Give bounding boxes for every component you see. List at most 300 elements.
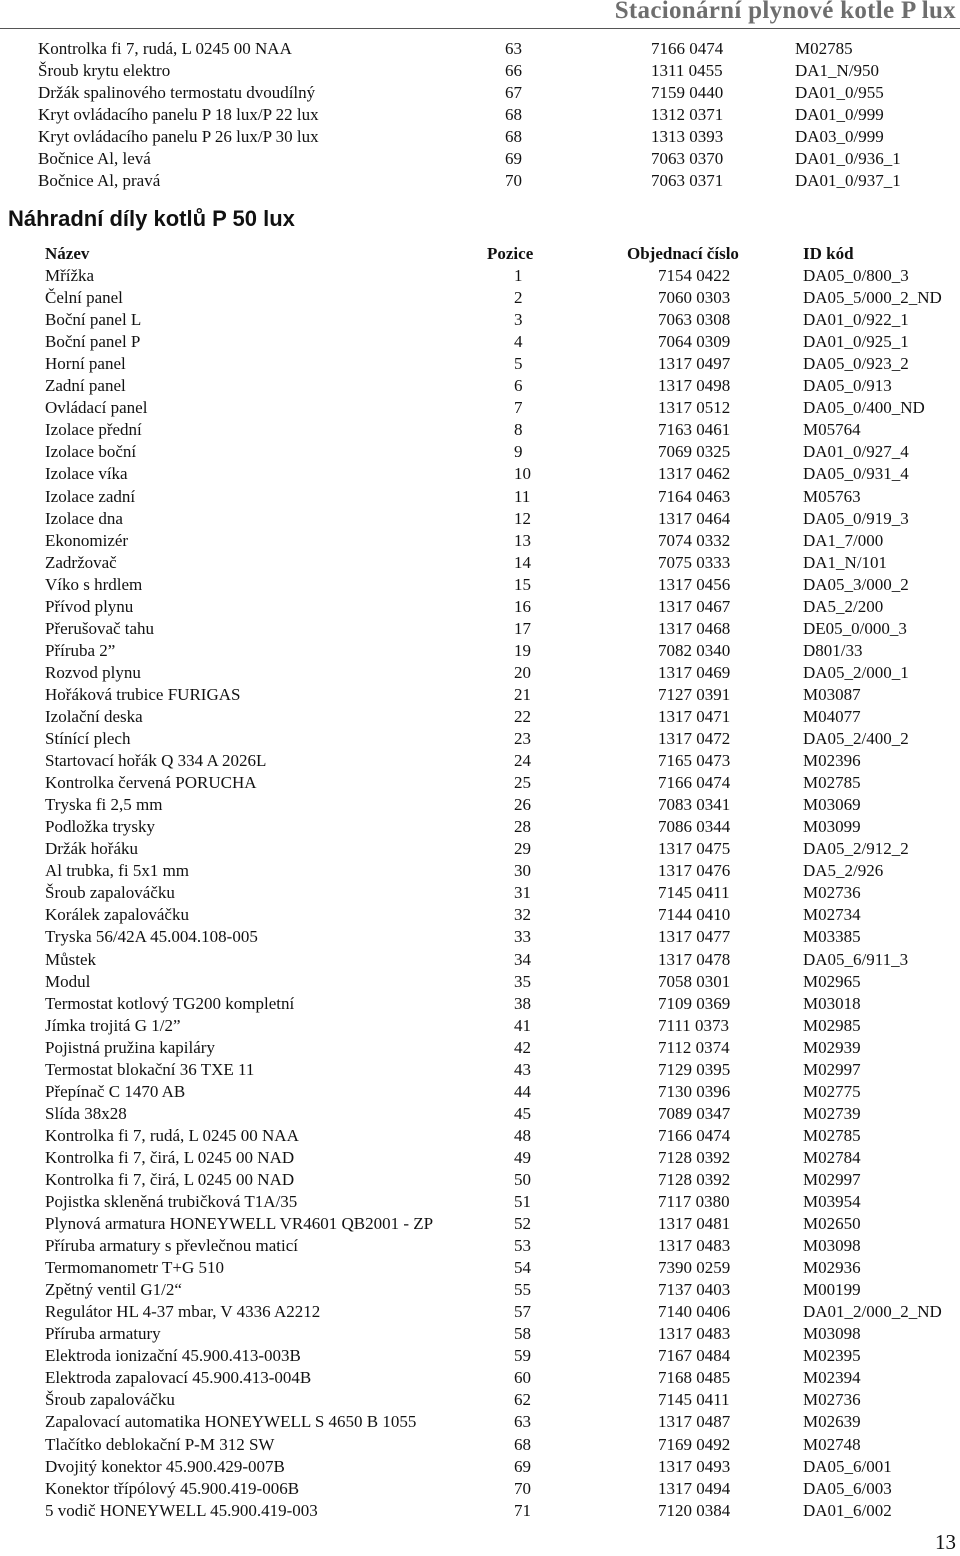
order-number: 1317 0472: [658, 729, 731, 749]
part-position: 30: [514, 861, 531, 881]
table-row: [0, 1125, 960, 1147]
order-number: 1317 0512: [658, 398, 731, 418]
order-number: 1317 0497: [658, 354, 731, 374]
table-row: [0, 331, 960, 353]
id-code: M03385: [803, 927, 861, 947]
table-row: [0, 287, 960, 309]
id-code: M03954: [803, 1192, 861, 1212]
table-row: [0, 265, 960, 287]
id-code: DA05_5/000_2_ND: [803, 288, 942, 308]
table-row: [0, 1081, 960, 1103]
order-number: 1312 0371: [651, 105, 724, 125]
table-row: [0, 1279, 960, 1301]
part-name: Víko s hrdlem: [45, 574, 143, 594]
part-name: Izolace víka: [45, 464, 128, 484]
id-code: M02785: [803, 773, 861, 793]
column-header-order-number: Objednací číslo: [627, 244, 739, 263]
part-position: 29: [514, 839, 531, 859]
part-name: Zpětný ventil G1/2“: [45, 1280, 182, 1300]
part-name: Izolace dna: [45, 508, 123, 528]
part-name: Izolace přední: [45, 420, 142, 440]
id-code: DE05_0/000_3: [803, 618, 907, 638]
id-code: M02396: [803, 751, 861, 771]
table-row: [0, 1213, 960, 1235]
part-name: Držák spalinového termostatu dvoudílný: [38, 83, 316, 103]
order-number: 1317 0487: [658, 1412, 731, 1432]
order-number: 7159 0440: [651, 83, 724, 103]
order-number: 7145 0411: [658, 883, 730, 903]
table-row: [0, 662, 960, 684]
id-code: M02736: [803, 883, 861, 903]
table-row: [0, 618, 960, 640]
table-row: [0, 794, 960, 816]
part-name: Izolační deska: [45, 706, 143, 726]
part-name: Zapalovací automatika HONEYWELL S 4650 B 1055: [45, 1412, 417, 1432]
table-row: [0, 838, 960, 860]
part-position: 68: [505, 127, 522, 147]
part-position: 13: [514, 530, 531, 550]
order-number: 7069 0325: [658, 442, 731, 462]
order-number: 7163 0461: [658, 420, 731, 440]
table-row: [0, 993, 960, 1015]
order-number: 1317 0456: [658, 574, 731, 594]
table-row: [0, 60, 960, 82]
table-row: [0, 552, 960, 574]
id-code: DA03_0/999: [795, 127, 884, 147]
part-name: Regulátor HL 4-37 mbar, V 4336 A2212: [45, 1302, 321, 1322]
table-row: [0, 508, 960, 530]
id-code: M05763: [803, 486, 861, 506]
part-position: 4: [514, 332, 523, 352]
order-number: 7082 0340: [658, 640, 731, 660]
part-position: 69: [514, 1456, 531, 1476]
table-row: [0, 596, 960, 618]
part-name: Kontrolka červená PORUCHA: [45, 773, 257, 793]
order-number: 7086 0344: [658, 817, 731, 837]
table-row: [0, 1015, 960, 1037]
table-row: [0, 1103, 960, 1125]
part-position: 16: [514, 596, 531, 616]
part-name: Kontrolka fi 7, čirá, L 0245 00 NAD: [45, 1147, 295, 1167]
part-position: 38: [514, 993, 531, 1013]
part-position: 24: [514, 751, 531, 771]
id-code: DA05_3/000_2: [803, 574, 909, 594]
order-number: 1317 0471: [658, 706, 731, 726]
order-number: 1311 0455: [651, 61, 723, 81]
part-position: 52: [514, 1214, 531, 1234]
part-position: 71: [514, 1500, 531, 1520]
id-code: DA05_0/913: [803, 376, 892, 396]
part-position: 35: [514, 971, 531, 991]
order-number: 7144 0410: [658, 905, 731, 925]
id-code: M03069: [803, 795, 861, 815]
id-code: M02639: [803, 1412, 861, 1432]
order-number: 7166 0474: [651, 39, 724, 58]
id-code: DA05_0/923_2: [803, 354, 909, 374]
part-name: Přerušovač tahu: [45, 618, 155, 638]
order-number: 7111 0373: [658, 1015, 729, 1035]
table-row: [0, 530, 960, 552]
part-position: 6: [514, 376, 523, 396]
table-row: [0, 126, 960, 148]
part-position: 8: [514, 420, 523, 440]
part-position: 43: [514, 1059, 531, 1079]
part-position: 44: [514, 1081, 531, 1101]
part-name: Izolace zadní: [45, 486, 136, 506]
order-number: 7063 0308: [658, 310, 731, 330]
id-code: DA5_2/926: [803, 861, 884, 881]
table-row: [0, 1059, 960, 1081]
table-row: [0, 706, 960, 728]
order-number: 7167 0484: [658, 1346, 731, 1366]
part-position: 33: [514, 927, 531, 947]
part-name: Příruba armatury s převlečnou maticí: [45, 1236, 299, 1256]
id-code: D801/33: [803, 640, 863, 660]
id-code: M05764: [803, 420, 861, 440]
part-position: 1: [514, 266, 523, 286]
part-position: 54: [514, 1258, 531, 1278]
id-code: DA01_0/999: [795, 105, 884, 125]
id-code: DA05_0/800_3: [803, 266, 909, 286]
part-name: Kryt ovládacího panelu P 18 lux/P 22 lux: [38, 105, 319, 125]
part-position: 20: [514, 662, 531, 682]
order-number: 7129 0395: [658, 1059, 731, 1079]
id-code: M02785: [803, 1125, 861, 1145]
part-name: Kontrolka fi 7, rudá, L 0245 00 NAA: [38, 39, 292, 58]
part-position: 58: [514, 1324, 531, 1344]
table-row: [0, 486, 960, 508]
order-number: 7154 0422: [658, 266, 731, 286]
order-number: 7140 0406: [658, 1302, 731, 1322]
part-name: Boční panel L: [45, 310, 142, 330]
order-number: 7164 0463: [658, 486, 731, 506]
column-header-position: Pozice: [487, 244, 534, 263]
part-name: Zadní panel: [45, 376, 126, 396]
order-number: 7063 0371: [651, 171, 724, 191]
order-number: 7168 0485: [658, 1368, 731, 1388]
table-row: [0, 1191, 960, 1213]
part-position: 22: [514, 706, 531, 726]
table-row: [0, 1345, 960, 1367]
part-name: Podložka trysky: [45, 817, 156, 837]
part-name: Tryska fi 2,5 mm: [45, 795, 163, 815]
part-name: Termostat kotlový TG200 kompletní: [45, 993, 295, 1013]
id-code: DA05_2/912_2: [803, 839, 909, 859]
part-position: 3: [514, 310, 523, 330]
table-row: [0, 441, 960, 463]
part-position: 17: [514, 618, 531, 638]
part-name: Izolace boční: [45, 442, 137, 462]
part-name: Jímka trojitá G 1/2”: [45, 1015, 181, 1035]
part-name: Korálek zapalováčku: [45, 905, 189, 925]
id-code: M02394: [803, 1368, 861, 1388]
part-position: 62: [514, 1390, 531, 1410]
id-code: DA05_0/400_ND: [803, 398, 925, 418]
id-code: M00199: [803, 1280, 861, 1300]
order-number: 1317 0468: [658, 618, 731, 638]
order-number: 7166 0474: [658, 773, 731, 793]
id-code: M02936: [803, 1258, 861, 1278]
id-code: DA05_0/919_3: [803, 508, 909, 528]
id-code: DA01_6/002: [803, 1500, 892, 1520]
part-position: 48: [514, 1125, 531, 1145]
part-name: Rozvod plynu: [45, 662, 141, 682]
id-code: DA05_2/400_2: [803, 729, 909, 749]
id-code: M03098: [803, 1324, 861, 1344]
id-code: M02965: [803, 971, 861, 991]
table-row: [0, 949, 960, 971]
table-row: [0, 375, 960, 397]
id-code: DA5_2/200: [803, 596, 884, 616]
part-position: 9: [514, 442, 523, 462]
table-row: [0, 148, 960, 170]
part-position: 10: [514, 464, 531, 484]
order-number: 1317 0462: [658, 464, 731, 484]
order-number: 1317 0498: [658, 376, 731, 396]
part-position: 55: [514, 1280, 531, 1300]
page-header-title: Stacionární plynové kotle P lux: [614, 0, 956, 24]
table-row: [0, 309, 960, 331]
part-position: 68: [505, 105, 522, 125]
id-code: M02650: [803, 1214, 861, 1234]
part-position: 57: [514, 1302, 531, 1322]
part-name: Kontrolka fi 7, rudá, L 0245 00 NAA: [45, 1125, 299, 1145]
id-code: DA05_6/911_3: [803, 949, 909, 969]
part-name: Konektor třípólový 45.900.419-006B: [45, 1478, 300, 1498]
order-number: 7074 0332: [658, 530, 731, 550]
table-row: [0, 1257, 960, 1279]
id-code: M02775: [803, 1081, 861, 1101]
id-code: M03018: [803, 993, 861, 1013]
part-name: Šroub zapalováčku: [45, 1390, 175, 1410]
part-position: 66: [505, 61, 522, 81]
part-position: 51: [514, 1192, 531, 1212]
part-position: 14: [514, 552, 531, 572]
order-number: 1317 0475: [658, 839, 731, 859]
table-row: [0, 1434, 960, 1456]
id-code: M02395: [803, 1346, 861, 1366]
id-code: M02736: [803, 1390, 861, 1410]
part-name: Horní panel: [45, 354, 126, 374]
table-row: [0, 1147, 960, 1169]
part-position: 69: [505, 149, 522, 169]
table-row: [0, 38, 960, 60]
table-row: [0, 772, 960, 794]
part-name: Kontrolka fi 7, čirá, L 0245 00 NAD: [45, 1169, 295, 1189]
part-position: 23: [514, 729, 531, 749]
order-number: 1313 0393: [651, 127, 724, 147]
table-row: [0, 82, 960, 104]
part-name: Modul: [45, 971, 91, 991]
part-name: Termostat blokační 36 TXE 11: [45, 1059, 255, 1079]
table-row: [0, 1037, 960, 1059]
order-number: 7075 0333: [658, 552, 731, 572]
id-code: M04077: [803, 706, 861, 726]
part-position: 11: [514, 486, 531, 506]
order-number: 7390 0259: [658, 1258, 731, 1278]
part-position: 70: [505, 171, 522, 191]
table-row: [0, 1411, 960, 1433]
part-position: 19: [514, 640, 531, 660]
table-row: [0, 816, 960, 838]
id-code: M02939: [803, 1037, 861, 1057]
part-name: Termomanometr T+G 510: [45, 1258, 224, 1278]
part-name: Ovládací panel: [45, 398, 148, 418]
id-code: M03098: [803, 1236, 861, 1256]
part-name: Boční panel P: [45, 332, 141, 352]
id-code: M02748: [803, 1434, 861, 1454]
order-number: 7063 0370: [651, 149, 724, 169]
table-row: [0, 574, 960, 596]
part-name: Šroub krytu elektro: [38, 61, 171, 81]
id-code: M02997: [803, 1059, 861, 1079]
id-code: M02985: [803, 1015, 861, 1035]
id-code: DA01_0/927_4: [803, 442, 909, 462]
id-code: DA01_0/922_1: [803, 310, 909, 330]
table-row: [0, 728, 960, 750]
part-position: 59: [514, 1346, 531, 1366]
table-row: [0, 1500, 960, 1522]
order-number: 1317 0483: [658, 1236, 731, 1256]
part-position: 70: [514, 1478, 531, 1498]
table-row: [0, 170, 960, 192]
order-number: 7128 0392: [658, 1147, 731, 1167]
order-number: 7130 0396: [658, 1081, 731, 1101]
part-name: Elektroda ionizační 45.900.413-003B: [45, 1346, 301, 1366]
table-row: [0, 926, 960, 948]
id-code: DA1_N/101: [803, 552, 888, 572]
table-row: [0, 1456, 960, 1478]
part-name: 5 vodič HONEYWELL 45.900.419-003: [45, 1500, 318, 1520]
part-name: Kryt ovládacího panelu P 26 lux/P 30 lux: [38, 127, 319, 147]
table-row: [0, 882, 960, 904]
table-row: [0, 1367, 960, 1389]
part-name: Slída 38x28: [45, 1103, 127, 1123]
part-name: Elektroda zapalovací 45.900.413-004B: [45, 1368, 312, 1388]
table-header-row: [0, 243, 960, 265]
part-position: 5: [514, 354, 523, 374]
part-position: 68: [514, 1434, 531, 1454]
part-name: Bočnice Al, levá: [38, 149, 151, 169]
order-number: 7117 0380: [658, 1192, 730, 1212]
order-number: 7165 0473: [658, 751, 731, 771]
part-position: 53: [514, 1236, 531, 1256]
part-name: Ekonomizér: [45, 530, 129, 550]
part-name: Stínící plech: [45, 729, 131, 749]
part-position: 28: [514, 817, 531, 837]
part-name: Příruba 2”: [45, 640, 116, 660]
id-code: DA1_N/950: [795, 61, 880, 81]
part-position: 63: [514, 1412, 531, 1432]
id-code: DA01_2/000_2_ND: [803, 1302, 942, 1322]
part-name: Čelní panel: [45, 288, 123, 308]
part-name: Mřížka: [45, 266, 95, 286]
part-name: Bočnice Al, pravá: [38, 171, 161, 191]
order-number: 7137 0403: [658, 1280, 731, 1300]
order-number: 1317 0481: [658, 1214, 731, 1234]
table-row: [0, 397, 960, 419]
order-number: 7166 0474: [658, 1125, 731, 1145]
order-number: 7083 0341: [658, 795, 731, 815]
part-position: 12: [514, 508, 531, 528]
part-position: 67: [505, 83, 522, 103]
order-number: 1317 0464: [658, 508, 731, 528]
part-position: 60: [514, 1368, 531, 1388]
part-name: Tryska 56/42A 45.004.108-005: [45, 927, 258, 947]
id-code: DA1_7/000: [803, 530, 884, 550]
order-number: 7127 0391: [658, 684, 731, 704]
part-name: Startovací hořák Q 334 A 2026L: [45, 751, 267, 771]
table-row: [0, 684, 960, 706]
order-number: 1317 0467: [658, 596, 731, 616]
order-number: 7109 0369: [658, 993, 731, 1013]
part-name: Zadržovač: [45, 552, 117, 572]
table-row: [0, 860, 960, 882]
part-name: Hořáková trubice FURIGAS: [45, 684, 241, 704]
order-number: 1317 0478: [658, 949, 731, 969]
part-position: 50: [514, 1169, 531, 1189]
part-name: Držák hořáku: [45, 839, 138, 859]
id-code: M02997: [803, 1169, 861, 1189]
id-code: DA01_0/925_1: [803, 332, 909, 352]
order-number: 1317 0477: [658, 927, 731, 947]
part-position: 25: [514, 773, 531, 793]
part-name: Dvojitý konektor 45.900.429-007B: [45, 1456, 285, 1476]
part-position: 7: [514, 398, 523, 418]
part-position: 42: [514, 1037, 531, 1057]
id-code: M02784: [803, 1147, 861, 1167]
part-name: Můstek: [45, 949, 96, 969]
table-row: [0, 1478, 960, 1500]
part-position: 26: [514, 795, 531, 815]
table-row: [0, 1389, 960, 1411]
table-row: [0, 1169, 960, 1191]
part-position: 49: [514, 1147, 531, 1167]
part-position: 21: [514, 684, 531, 704]
part-name: Plynová armatura HONEYWELL VR4601 QB2001 - ZP: [45, 1214, 434, 1234]
part-position: 34: [514, 949, 531, 969]
part-name: Příruba armatury: [45, 1324, 161, 1344]
part-name: Al trubka, fi 5x1 mm: [45, 861, 190, 881]
table-row: [0, 640, 960, 662]
part-name: Přepínač C 1470 AB: [45, 1081, 186, 1101]
id-code: M03087: [803, 684, 861, 704]
part-name: Pojistná pružina kapiláry: [45, 1037, 215, 1057]
part-name: Šroub zapalováčku: [45, 883, 175, 903]
page-number: 13: [935, 1530, 956, 1554]
id-code: DA05_0/931_4: [803, 464, 909, 484]
id-code: DA05_6/001: [803, 1456, 892, 1476]
order-number: 7064 0309: [658, 332, 731, 352]
part-position: 2: [514, 288, 523, 308]
section-title: Náhradní díly kotlů P 50 lux: [8, 206, 295, 231]
part-position: 32: [514, 905, 531, 925]
id-code: M03099: [803, 817, 861, 837]
order-number: 7089 0347: [658, 1103, 731, 1123]
part-position: 31: [514, 883, 531, 903]
column-header-name: Název: [45, 244, 90, 263]
order-number: 7060 0303: [658, 288, 731, 308]
table-row: [0, 1301, 960, 1323]
table-row: [0, 1323, 960, 1345]
part-name: Pojistka skleněná trubičková T1A/35: [45, 1192, 298, 1212]
part-position: 41: [514, 1015, 531, 1035]
id-code: M02734: [803, 905, 861, 925]
table-row: [0, 904, 960, 926]
table-row: [0, 463, 960, 485]
order-number: 7058 0301: [658, 971, 731, 991]
order-number: 1317 0494: [658, 1478, 731, 1498]
